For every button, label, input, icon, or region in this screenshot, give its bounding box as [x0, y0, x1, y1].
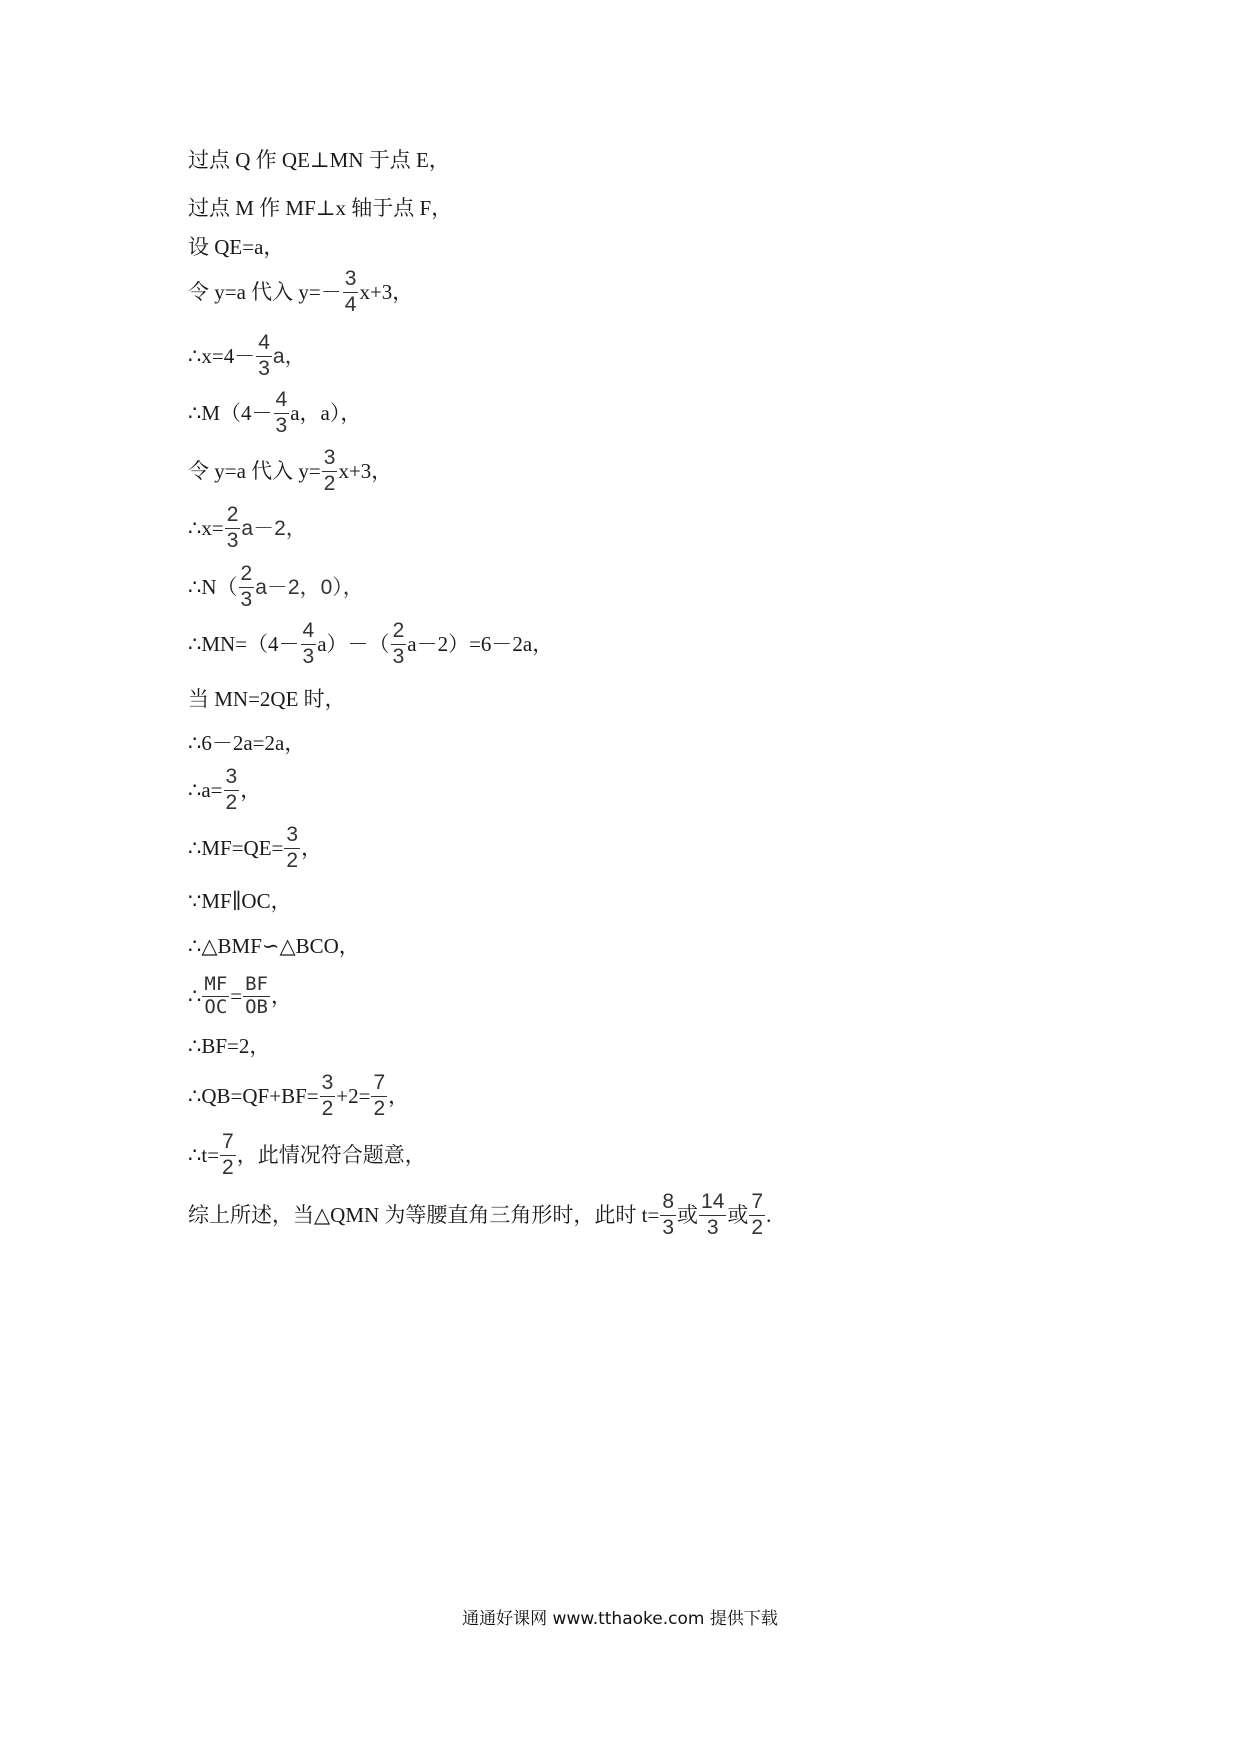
fraction-numerator: 3 — [321, 1071, 334, 1095]
text-segment: a）－（ — [317, 631, 390, 656]
solution-line — [188, 441, 392, 501]
fraction — [274, 389, 290, 436]
fraction — [391, 620, 407, 667]
text-segment: x+3， — [338, 458, 393, 483]
text-segment: 设 QE=a， — [188, 234, 285, 259]
fraction — [220, 1131, 236, 1178]
fraction — [371, 1072, 387, 1119]
fraction-denominator: 3 — [226, 528, 239, 552]
fraction — [224, 766, 240, 813]
fraction-numerator: 3 — [323, 446, 336, 470]
text-segment: ∴BF=2， — [188, 1033, 271, 1058]
page-footer: 通通好课网 www.tthaoke.com 提供下载 — [462, 1609, 778, 1629]
fraction-numerator: 8 — [662, 1190, 675, 1214]
fraction-denominator: 3 — [240, 587, 253, 611]
fraction-numerator: 3 — [344, 267, 357, 291]
text-segment: a－2， — [241, 516, 307, 540]
text-segment: ，此情况符合题意， — [236, 1142, 426, 1167]
text-segment: ∴MN=（4－ — [188, 631, 300, 656]
text-segment: ∴a= — [188, 777, 223, 802]
solution-line — [188, 326, 306, 386]
text-segment: 令 y=a 代入 y= — [188, 458, 321, 483]
fraction-denominator: 2 — [321, 1096, 334, 1120]
fraction-numerator: 7 — [373, 1071, 386, 1095]
text-segment: ， — [271, 983, 292, 1008]
text-segment: 过点 Q 作 QE⊥MN 于点 E， — [188, 147, 450, 172]
fraction — [699, 1191, 726, 1238]
fraction-denominator: 3 — [302, 644, 315, 668]
fraction-denominator: 2 — [222, 1155, 234, 1179]
fraction — [284, 824, 300, 871]
text-segment: ∴t= — [188, 1142, 220, 1167]
fraction-denominator: 2 — [225, 790, 238, 814]
fraction-numerator: 2 — [240, 562, 253, 586]
text-segment: ∴ — [188, 983, 202, 1008]
fraction — [749, 1191, 765, 1238]
fraction-numerator: 3 — [225, 765, 238, 789]
text-segment: 过点 M 作 MF⊥x 轴于点 F， — [188, 195, 453, 220]
text-segment: . — [766, 1202, 772, 1227]
text-segment: a－2，0）， — [255, 575, 364, 599]
text-segment: ， — [240, 777, 262, 802]
fraction-numerator: 3 — [286, 823, 299, 847]
fraction-denominator: 2 — [286, 848, 299, 872]
fraction — [320, 1072, 336, 1119]
text-segment: ∴x=4－ — [188, 343, 256, 368]
fraction-denominator: 4 — [344, 292, 357, 316]
fraction-denominator: 3 — [275, 413, 288, 437]
text-segment: ∵MF∥OC， — [188, 888, 292, 913]
fraction-numerator: 4 — [302, 619, 315, 643]
fraction — [239, 563, 255, 610]
fraction — [243, 972, 270, 1018]
fraction — [225, 504, 241, 551]
solution-line — [188, 498, 307, 558]
fraction-numerator: 2 — [226, 503, 239, 527]
fraction — [322, 447, 338, 494]
text-segment: a－2）=6－2a， — [407, 631, 554, 656]
fraction-numerator: 2 — [392, 619, 405, 643]
text-segment: a， — [272, 344, 306, 368]
text-segment: ∴M（4－ — [188, 400, 273, 425]
solution-line — [188, 760, 261, 820]
fraction-denominator: OC — [204, 995, 228, 1018]
text-segment: 或 — [727, 1202, 749, 1227]
fraction — [256, 332, 272, 379]
fraction-denominator: 3 — [662, 1215, 675, 1239]
text-segment: a，a）， — [290, 400, 362, 425]
fraction-numerator: MF — [204, 972, 228, 995]
fraction — [343, 268, 359, 315]
solution-line — [188, 557, 364, 617]
solution-line — [188, 262, 413, 322]
solution-line — [188, 383, 361, 443]
solution-line — [188, 1066, 409, 1126]
text-segment: 令 y=a 代入 y=－ — [188, 279, 342, 304]
text-segment: 或 — [677, 1202, 699, 1227]
fraction-numerator: BF — [245, 972, 268, 995]
text-segment: x+3， — [359, 279, 414, 304]
fraction-denominator: 2 — [323, 471, 336, 495]
text-segment: ∴6－2a=2a， — [188, 730, 306, 755]
text-segment: ∴△BMF∽△BCO， — [188, 933, 360, 958]
fraction-denominator: OB — [245, 995, 268, 1018]
text-segment: ， — [388, 1083, 410, 1108]
text-segment: +2= — [336, 1083, 371, 1108]
fraction-denominator: 2 — [373, 1096, 386, 1120]
solution-line — [188, 1185, 771, 1245]
text-segment: ， — [301, 835, 323, 860]
text-segment: ∴x= — [188, 515, 224, 540]
fraction-numerator: 4 — [275, 388, 288, 412]
text-segment: ∴QB=QF+BF= — [188, 1083, 319, 1108]
fraction-numerator: 4 — [258, 331, 270, 355]
fraction — [301, 620, 317, 667]
fraction-numerator: 7 — [751, 1190, 764, 1214]
fraction — [202, 972, 229, 1018]
fraction-denominator: 3 — [706, 1215, 719, 1239]
fraction-numerator: 7 — [222, 1130, 234, 1154]
solution-line — [188, 818, 322, 878]
fraction-denominator: 3 — [392, 644, 405, 668]
fraction — [660, 1191, 676, 1238]
fraction-numerator: 14 — [701, 1190, 725, 1214]
fraction-denominator: 3 — [258, 356, 270, 380]
solution-line — [188, 614, 553, 674]
text-segment: ∴N（ — [188, 574, 238, 599]
text-segment: 综上所述，当△QMN 为等腰直角三角形时，此时 t= — [188, 1202, 660, 1227]
text-segment: = — [230, 983, 243, 1008]
fraction-denominator: 2 — [751, 1215, 764, 1239]
solution-line — [188, 1125, 426, 1185]
text-segment: 当 MN=2QE 时， — [188, 686, 346, 711]
text-segment: ∴MF=QE= — [188, 835, 284, 860]
